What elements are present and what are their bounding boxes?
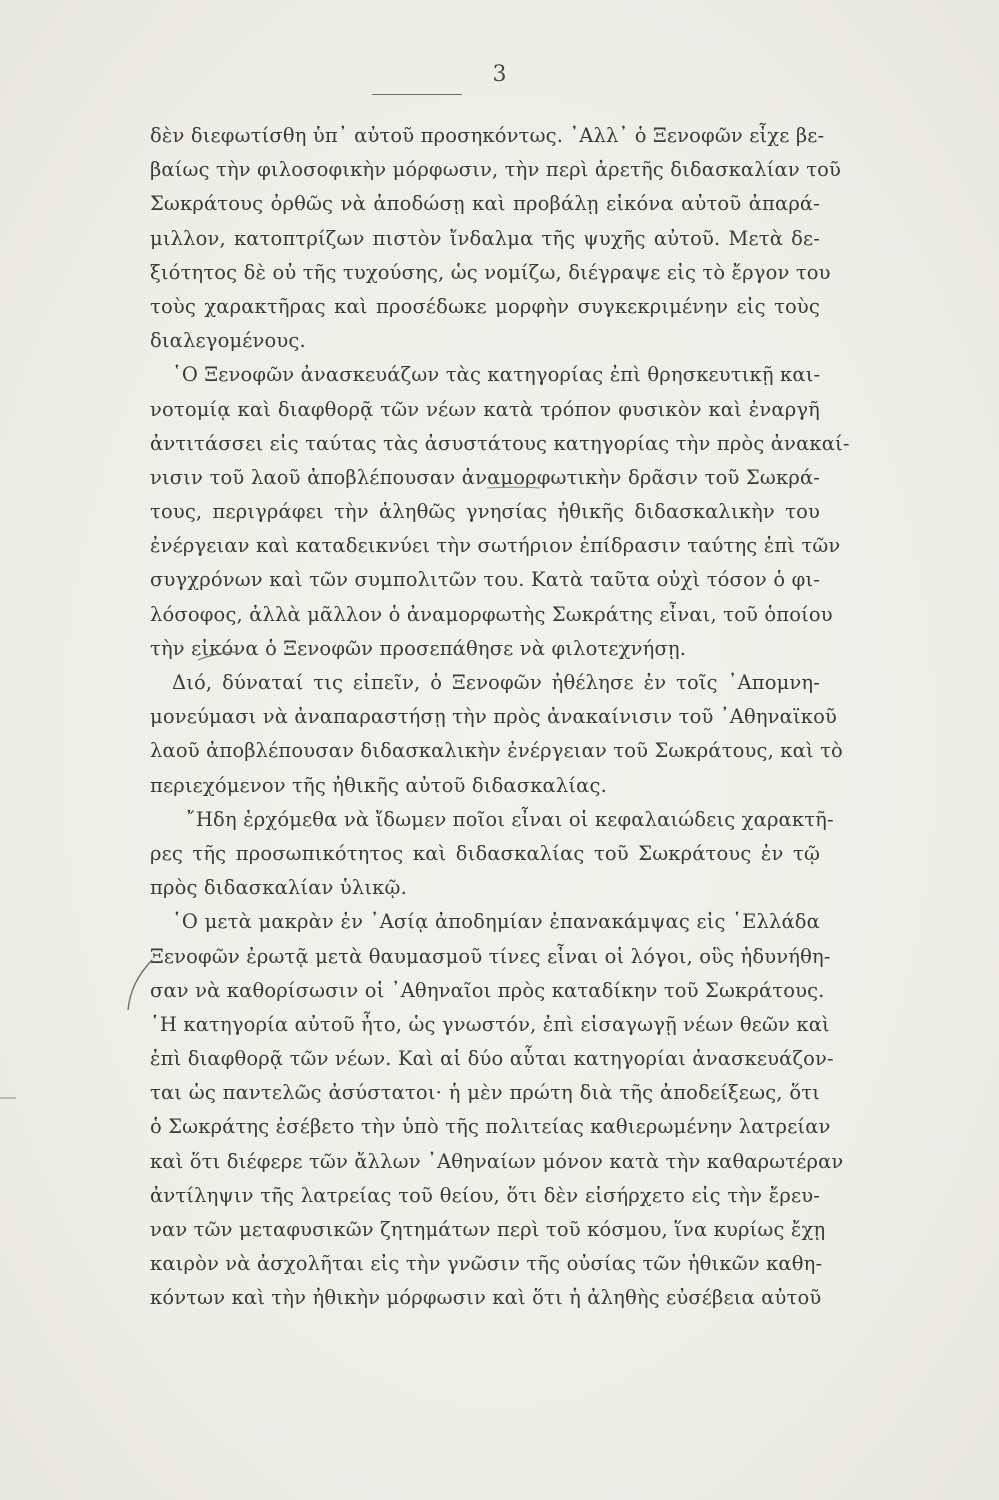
text-line: ἀντιτάσσει εἰς ταύτας τὰς ἀσυστάτους κατηγορίας τὴν πρὸς ἀνακαί-	[150, 431, 850, 455]
text-line: τὴν εἰκόνα ὁ Ξενοφῶν προσεπάθησε νὰ φιλοτεχνήσῃ.	[150, 636, 687, 660]
text-line: συγχρόνων καὶ τῶν συμπολιτῶν του. Κατὰ ταῦτα οὐχὶ τόσον ὁ φι-	[150, 568, 820, 592]
text-line: ῎Ηδη ἐρχόμεθα νὰ ἴδωμεν ποῖοι εἶναι οἱ κεφαλαιώδεις χαρακτῆ-	[186, 807, 834, 831]
text-line: νοτομίᾳ καὶ διαφθορᾷ τῶν νέων κατὰ τρόπον φυσικὸν καὶ ἐναργῆ	[150, 397, 820, 421]
text-line: ῾Η κατηγορία αὐτοῦ ἦτο, ὡς γνωστόν, ἐπὶ εἰσαγωγῇ νέων θεῶν καὶ	[150, 1012, 830, 1036]
text-line: Ξενοφῶν ἐρωτᾷ μετὰ θαυμασμοῦ τίνες εἶναι οἱ λόγοι, οὓς ἠδυνήθη-	[150, 944, 831, 968]
text-line: Διό, δύναταί τις εἰπεῖν, ὁ Ξενοφῶν ἠθέλησε ἐν τοῖς ᾽Απομνη-	[172, 671, 820, 694]
text-line: ξιότητος δὲ οὐ τῆς τυχούσης, ὡς νομίζω, διέγραψε εἰς τὸ ἔργον του	[150, 260, 831, 284]
pencil-underline-mark	[198, 652, 238, 660]
text-line: ὁ Σωκράτης ἐσέβετο τὴν ὑπὸ τῆς πολιτείας καθιερωμένην λατρείαν	[150, 1115, 831, 1139]
text-line: νισιν τοῦ λαοῦ ἀποβλέπουσαν ἀναμορφωτικὴν δρᾶσιν τοῦ Σωκρά-	[150, 465, 820, 489]
text-line: ρες τῆς προσωπικότητος καὶ διδασκαλίας τοῦ Σωκράτους ἐν τῷ	[150, 841, 820, 865]
text-line: ἐνέργειαν καὶ καταδεικνύει τὴν σωτήριον ἐπίδρασιν ταύτης ἐπὶ τῶν	[150, 534, 841, 558]
text-line: ται ὡς παντελῶς ἀσύστατοι· ἡ μὲν πρώτη διὰ τῆς ἀποδείξεως, ὅτι	[150, 1081, 820, 1105]
text-line: τους, περιγράφει τὴν ἀληθῶς γνησίας ἠθικῆς διδασκαλικὴν του	[150, 500, 820, 524]
text-line: σαν νὰ καθορίσωσιν οἱ ᾽Αθηναῖοι πρὸς καταδίκην τοῦ Σωκράτους.	[150, 978, 825, 1002]
text-line: ἀντίληψιν τῆς λατρείας τοῦ θείου, ὅτι δὲν εἰσήρχετο εἰς τὴν ἔρευ-	[150, 1183, 820, 1207]
text-line: βαίως τὴν φιλοσοφικὴν μόρφωσιν, τὴν περὶ ἀρετῆς διδασκαλίαν τοῦ	[150, 158, 842, 182]
text-line: μονεύμασι νὰ ἀναπαραστήσῃ τὴν πρὸς ἀνακαίνισιν τοῦ ᾽Αθηναϊκοῦ	[150, 705, 838, 729]
text-line: πρὸς διδασκαλίαν ὑλικῷ.	[150, 876, 407, 900]
text-line: μιλλον, κατοπτρίζων πιστὸν ἴνδαλμα τῆς ψυχῆς αὐτοῦ. Μετὰ δε-	[150, 226, 820, 250]
text-line: Σωκράτους ὀρθῶς νὰ ἀποδώσῃ καὶ προβάλῃ εἰκόνα αὐτοῦ ἀπαρά-	[150, 192, 820, 216]
text-line: λαοῦ ἀποβλέπουσαν διδασκαλικὴν ἐνέργειαν τοῦ Σωκράτους, καὶ τὸ	[150, 739, 843, 763]
text-line: τοὺς χαρακτῆρας καὶ προσέδωκε μορφὴν συγκεκριμένην εἰς τοὺς	[150, 294, 820, 318]
text-line: καὶ ὅτι διέφερε τῶν ἄλλων ᾽Αθηναίων μόνον κατὰ τὴν καθαρωτέραν	[150, 1149, 844, 1173]
text-line: ναν τῶν μεταφυσικῶν ζητημάτων περὶ τοῦ κόσμου, ἵνα κυρίως ἔχῃ	[150, 1218, 826, 1241]
text-line: δὲν διεφωτίσθη ὑπ᾽ αὐτοῦ προσηκόντως. ᾽Αλλ᾽ ὁ Ξενοφῶν εἶχε βε-	[150, 124, 825, 147]
pencil-stroke-mark	[128, 960, 152, 1010]
text-line: περιεχόμενον τῆς ἠθικῆς αὐτοῦ διδασκαλίας.	[150, 773, 607, 797]
text-line: ῾Ο μετὰ μακρὰν ἐν ᾽Ασίᾳ ἀποδημίαν ἐπανακάμψας εἰς ῾Ελλάδα	[172, 910, 820, 934]
text-line: ἐπὶ διαφθορᾷ τῶν νέων. Καὶ αἱ δύο αὗται κατηγορίαι ἀνασκευάζον-	[150, 1047, 834, 1071]
text-line: κόντων καὶ τὴν ἠθικὴν μόρφωσιν καὶ ὅτι ἡ ἀληθὴς εὐσέβεια αὐτοῦ	[150, 1286, 822, 1310]
text-line: διαλεγομένους.	[150, 329, 306, 353]
text-line: καιρὸν νὰ ἀσχολῆται εἰς τὴν γνῶσιν τῆς οὐσίας τῶν ἠθικῶν καθη-	[150, 1252, 823, 1276]
pencil-underline-mark	[487, 487, 540, 488]
text-line: ῾Ο Ξενοφῶν ἀνασκευάζων τὰς κατηγορίας ἐπὶ θρησκευτικῇ και-	[172, 363, 821, 387]
page-number: 3	[492, 62, 507, 87]
text-line: λόσοφος, ἀλλὰ μᾶλλον ὁ ἀναμορφωτὴς Σωκράτης εἶναι, τοῦ ὁποίου	[150, 602, 833, 626]
